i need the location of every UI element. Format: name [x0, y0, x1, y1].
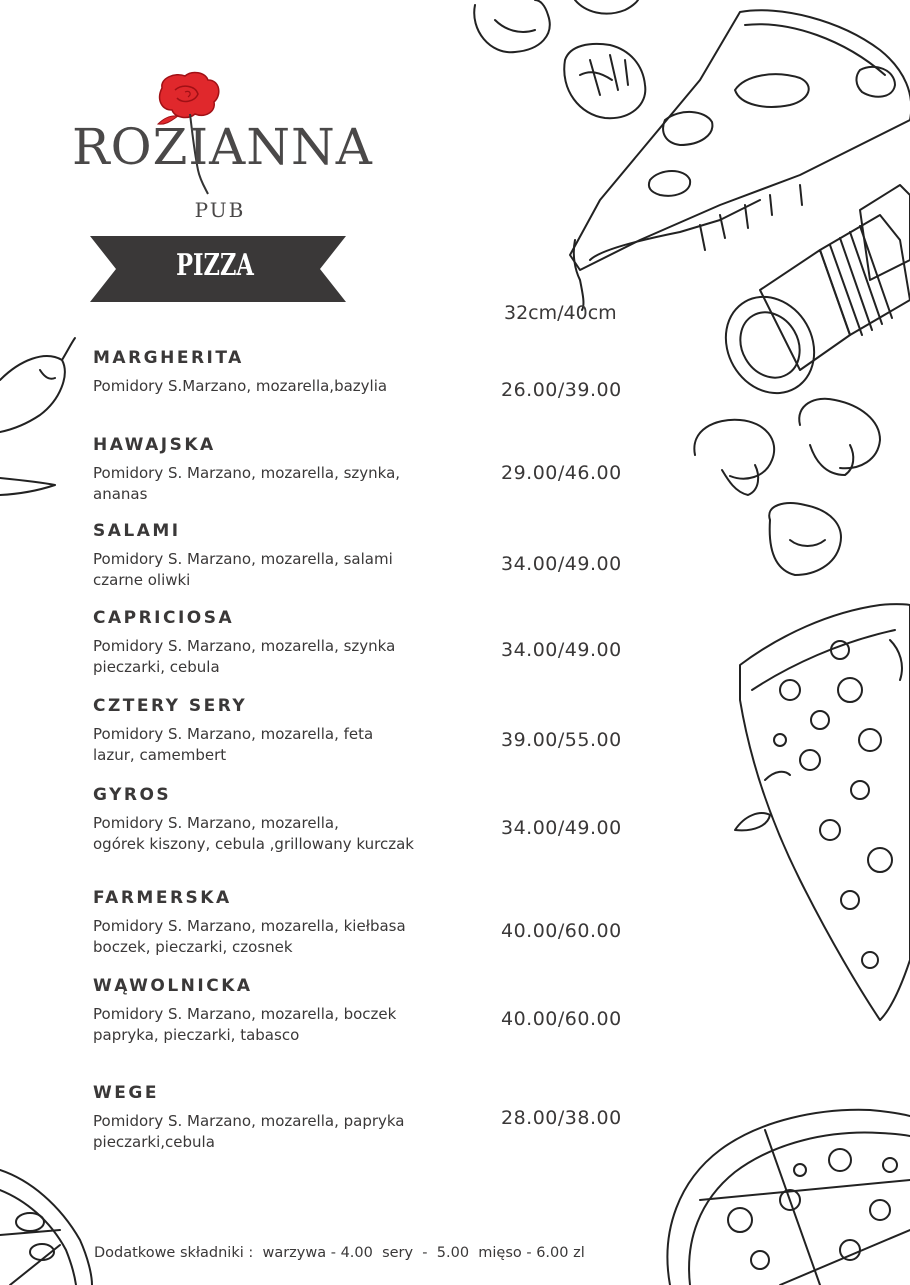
pizza-slice-illustration — [570, 10, 910, 310]
item-description: Pomidory S. Marzano, mozarella, boczek papryka, pieczarki, tabasco — [93, 1005, 397, 1044]
item-description: Pomidory S. Marzano, mozarella, szynka pieczarki, cebula — [93, 637, 396, 676]
item-price: 26.00/39.00 — [501, 379, 622, 401]
item-name: MARGHERITA — [93, 348, 244, 368]
menu-item — [93, 520, 653, 591]
item-price: 29.00/46.00 — [501, 462, 622, 484]
item-price: 34.00/49.00 — [501, 817, 622, 839]
item-name: CAPRICIOSA — [93, 608, 235, 628]
pizza-whole-illustration — [667, 1110, 910, 1285]
pizza-slice-illustration — [735, 604, 910, 1020]
extras-footer: Dodatkowe składniki : warzywa - 4.00 sery - 5.00 mięso - 6.00 zl — [94, 1245, 585, 1261]
item-name: HAWAJSKA — [93, 435, 216, 455]
item-name: WEGE — [93, 1083, 159, 1103]
brand-name: ROZIANNA — [72, 118, 373, 176]
item-name: CZTERY SERY — [93, 696, 248, 716]
menu-item — [93, 347, 653, 401]
mushroom-illustration — [474, 0, 645, 118]
item-price: 28.00/38.00 — [501, 1107, 622, 1129]
olive-oil-bottle-illustration — [709, 185, 910, 409]
item-name: SALAMI — [93, 521, 181, 541]
brand-subtitle: PUB — [194, 198, 246, 222]
menu-item — [93, 607, 653, 678]
menu-item — [93, 695, 653, 766]
item-price: 39.00/55.00 — [501, 729, 622, 751]
item-description: Pomidory S. Marzano, mozarella, salami czarne oliwki — [93, 550, 393, 589]
item-description: Pomidory S. Marzano, mozarella, ogórek kiszony, cebula ,grillowany kurczak — [93, 814, 414, 853]
item-price: 40.00/60.00 — [501, 1008, 622, 1030]
menu-item — [93, 434, 653, 505]
item-description: Pomidory S. Marzano, mozarella, papryka pieczarki,cebula — [93, 1112, 405, 1151]
mushroom-illustration — [694, 399, 880, 575]
size-header: 32cm/40cm — [504, 302, 617, 324]
menu-item — [93, 887, 653, 958]
pepper-illustration — [0, 338, 75, 495]
menu-item — [93, 975, 653, 1046]
item-price: 40.00/60.00 — [501, 920, 622, 942]
item-price: 34.00/49.00 — [501, 553, 622, 575]
menu-item — [93, 1082, 653, 1153]
item-description: Pomidory S. Marzano, mozarella, kiełbasa boczek, pieczarki, czosnek — [93, 917, 406, 956]
item-description: Pomidory S.Marzano, mozarella,bazylia — [93, 377, 388, 395]
item-name: FARMERSKA — [93, 888, 232, 908]
item-name: WĄWOLNICKA — [93, 976, 253, 996]
item-description: Pomidory S. Marzano, mozarella, feta lazur, camembert — [93, 725, 374, 764]
menu-item — [93, 784, 653, 855]
section-title: PIZZA — [176, 248, 254, 283]
item-name: GYROS — [93, 785, 172, 805]
item-description: Pomidory S. Marzano, mozarella, szynka, ananas — [93, 464, 401, 503]
item-price: 34.00/49.00 — [501, 639, 622, 661]
pizza-whole-illustration — [0, 1170, 92, 1285]
